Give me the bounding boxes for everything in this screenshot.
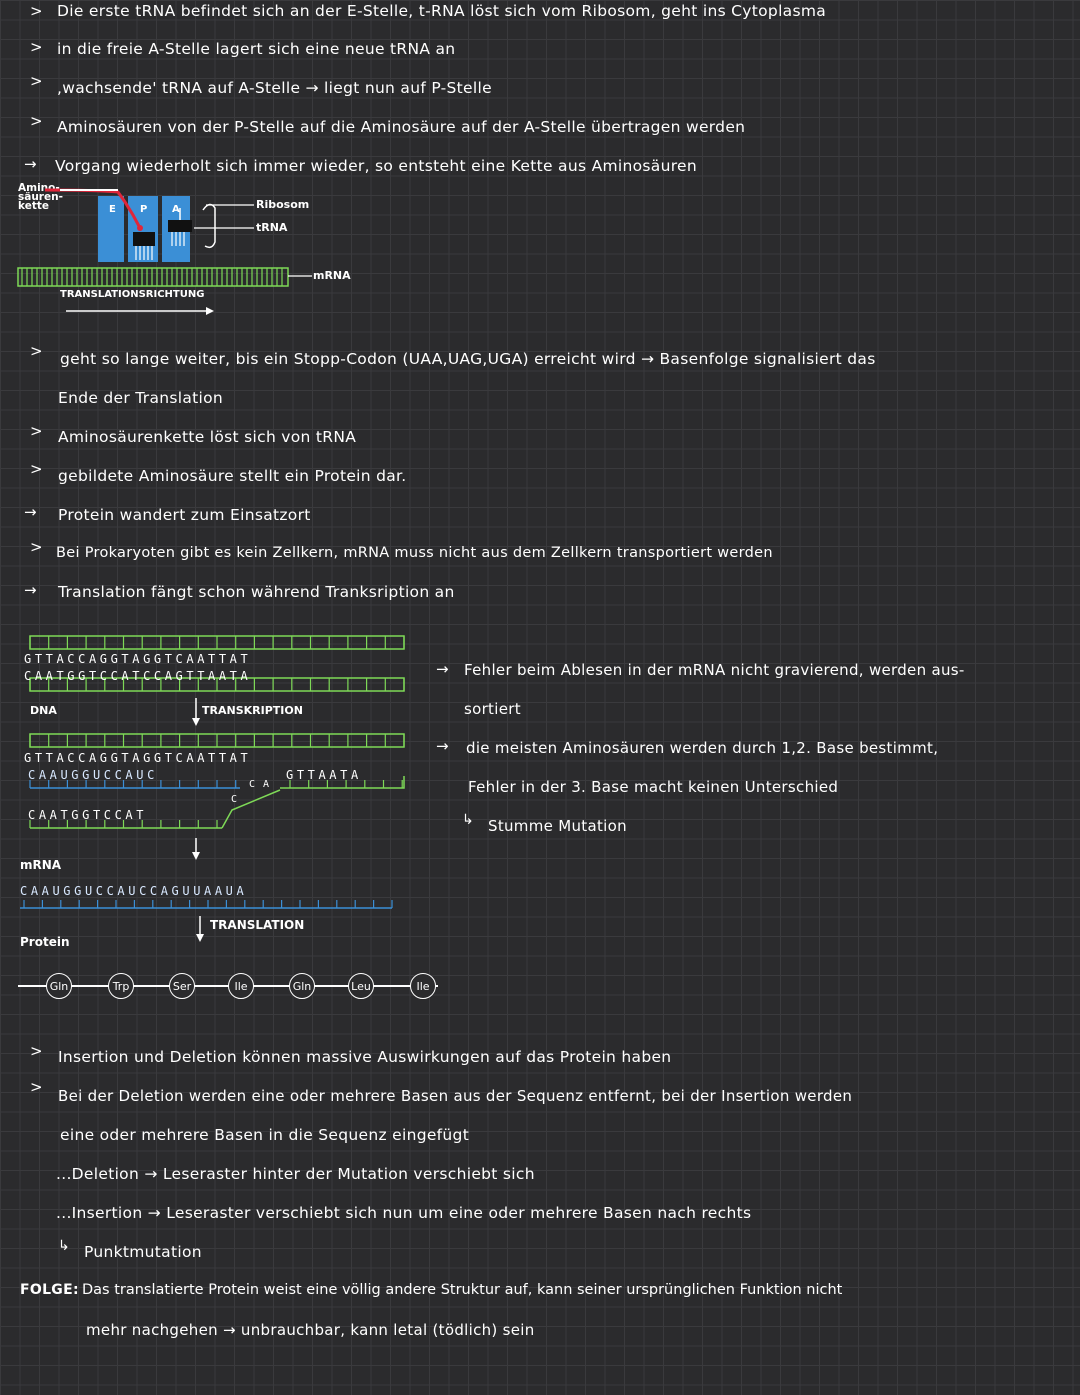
note-line-3: ,wachsende' tRNA auf A-Stelle → liegt nun auf P-Stelle [57,79,492,97]
translation-direction-label: TRANSLATIONSRICHTUNG [60,289,205,300]
note-line-1: Die erste tRNA befindet sich an der E-Stelle, t-RNA löst sich vom Ribosom, geht ins Cytoplasma [57,2,827,20]
note-line-8: Aminosäurenkette löst sich von tRNA [58,428,357,446]
arrow-bullet-5: → [24,155,37,173]
bullet-m2: > [30,1078,43,1096]
protein-label: Protein [20,935,70,949]
site-p-label: P [140,204,148,215]
transcription-mid-bases: C A [249,779,271,790]
transcription-top-strand: GTTACCAGGTAGGTCAATTAT [24,751,252,765]
note-line-11: Bei Prokaryoten gibt es kein Zellkern, mRNA muss nicht aus dem Zellkern transportiert werden [56,545,773,561]
bullet-2: > [30,38,43,56]
bullet-11: > [30,538,43,556]
note-right-3: die meisten Aminosäuren werden durch 1,2. Base bestimmt, [466,739,939,757]
dna-bottom-strand: CAATGGTCCATCCAGTTAATA [24,669,252,683]
note-folge-2: mehr nachgehen → unbrauchbar, kann letal (tödlich) sein [86,1321,535,1339]
arrow-bullet-r1: → [436,660,449,678]
trna-label: tRNA [256,221,288,234]
arrow-bullet-r3: → [436,737,449,755]
translation-label: TRANSLATION [210,918,305,932]
amino-acid: Ile [228,973,254,999]
bullet-3: > [30,72,43,90]
note-right-4: Fehler in der 3. Base macht keinen Unterschied [468,778,839,796]
note-mutation-6: Punktmutation [84,1243,202,1261]
arrow-bullet-10: → [24,503,37,521]
note-line-10: Protein wandert zum Einsatzort [58,506,311,524]
mrna-label-top: mRNA [313,269,351,282]
ribosom-label: Ribosom [256,198,310,211]
bullet-m1: > [30,1042,43,1060]
note-folge-1: Das translatierte Protein weist eine völlig andere Struktur auf, kann seiner ursprünglichen Funktion nicht [82,1282,843,1298]
mrna-label: mRNA [20,858,62,872]
note-line-2: in die freie A-Stelle lagert sich eine neue tRNA an [57,40,456,58]
note-line-9: gebildete Aminosäure stellt ein Protein dar. [58,467,407,485]
arrow-bullet-12: → [24,581,37,599]
transcription-bottom-right: GTTAATA [286,768,362,782]
note-line-7: Ende der Translation [58,389,224,407]
note-right-5: Stumme Mutation [488,817,627,835]
note-mutation-1: Insertion und Deletion können massive Auswirkungen auf das Protein haben [58,1048,672,1066]
bullet-9: > [30,460,43,478]
site-a-label: A [172,204,180,215]
return-arrow-m6: ↳ [58,1238,70,1254]
mrna-sequence: CAAUGGUCCAUCCAGUUAAUA [20,884,248,898]
amino-acid: Gln [46,973,72,999]
transcription-rna-strand: CAAUGGUCCAUC [28,768,158,782]
amino-acid: Ser [169,973,195,999]
note-mutation-3: eine oder mehrere Basen in die Sequenz eingefügt [60,1126,470,1144]
note-mutation-5: ...Insertion → Leseraster verschiebt sich nun um eine oder mehrere Basen nach rechts [56,1204,752,1222]
transcription-c-base: C [231,794,241,805]
folge-label: FOLGE: [20,1282,79,1298]
amino-acid-chain-label: Amino- säuren- kette [18,182,63,212]
transcription-lower-strand: CAATGGTCCAT [28,808,148,822]
transcription-label: TRANSKRIPTION [202,704,303,717]
bullet-6: > [30,342,43,360]
note-line-4: Aminosäuren von der P-Stelle auf die Aminosäure auf der A-Stelle übertragen werden [57,118,746,136]
note-right-2: sortiert [464,700,521,718]
amino-acid: Gln [289,973,315,999]
amino-acid: Trp [108,973,134,999]
note-line-12: Translation fängt schon während Tranksription an [58,583,455,601]
note-line-6: geht so lange weiter, bis ein Stopp-Codon (UAA,UAG,UGA) erreicht wird → Basenfolge signalisiert das [60,350,876,368]
bullet-8: > [30,422,43,440]
dna-top-strand: GTTACCAGGTAGGTCAATTAT [24,652,252,666]
note-mutation-4: ...Deletion → Leseraster hinter der Mutation verschiebt sich [56,1165,535,1183]
note-mutation-2: Bei der Deletion werden eine oder mehrere Basen aus der Sequenz entfernt, bei der Insertion werden [58,1087,853,1105]
amino-acid: Leu [348,973,374,999]
note-line-5: Vorgang wiederholt sich immer wieder, so entsteht eine Kette aus Aminosäuren [55,157,697,175]
note-right-1: Fehler beim Ablesen in der mRNA nicht gravierend, werden aus- [464,661,965,679]
bullet-1: > [30,2,43,20]
amino-acid: Ile [410,973,436,999]
bullet-4: > [30,112,43,130]
dna-label: DNA [30,704,57,717]
site-e-label: E [109,204,116,215]
return-arrow-r5: ↳ [462,812,474,828]
